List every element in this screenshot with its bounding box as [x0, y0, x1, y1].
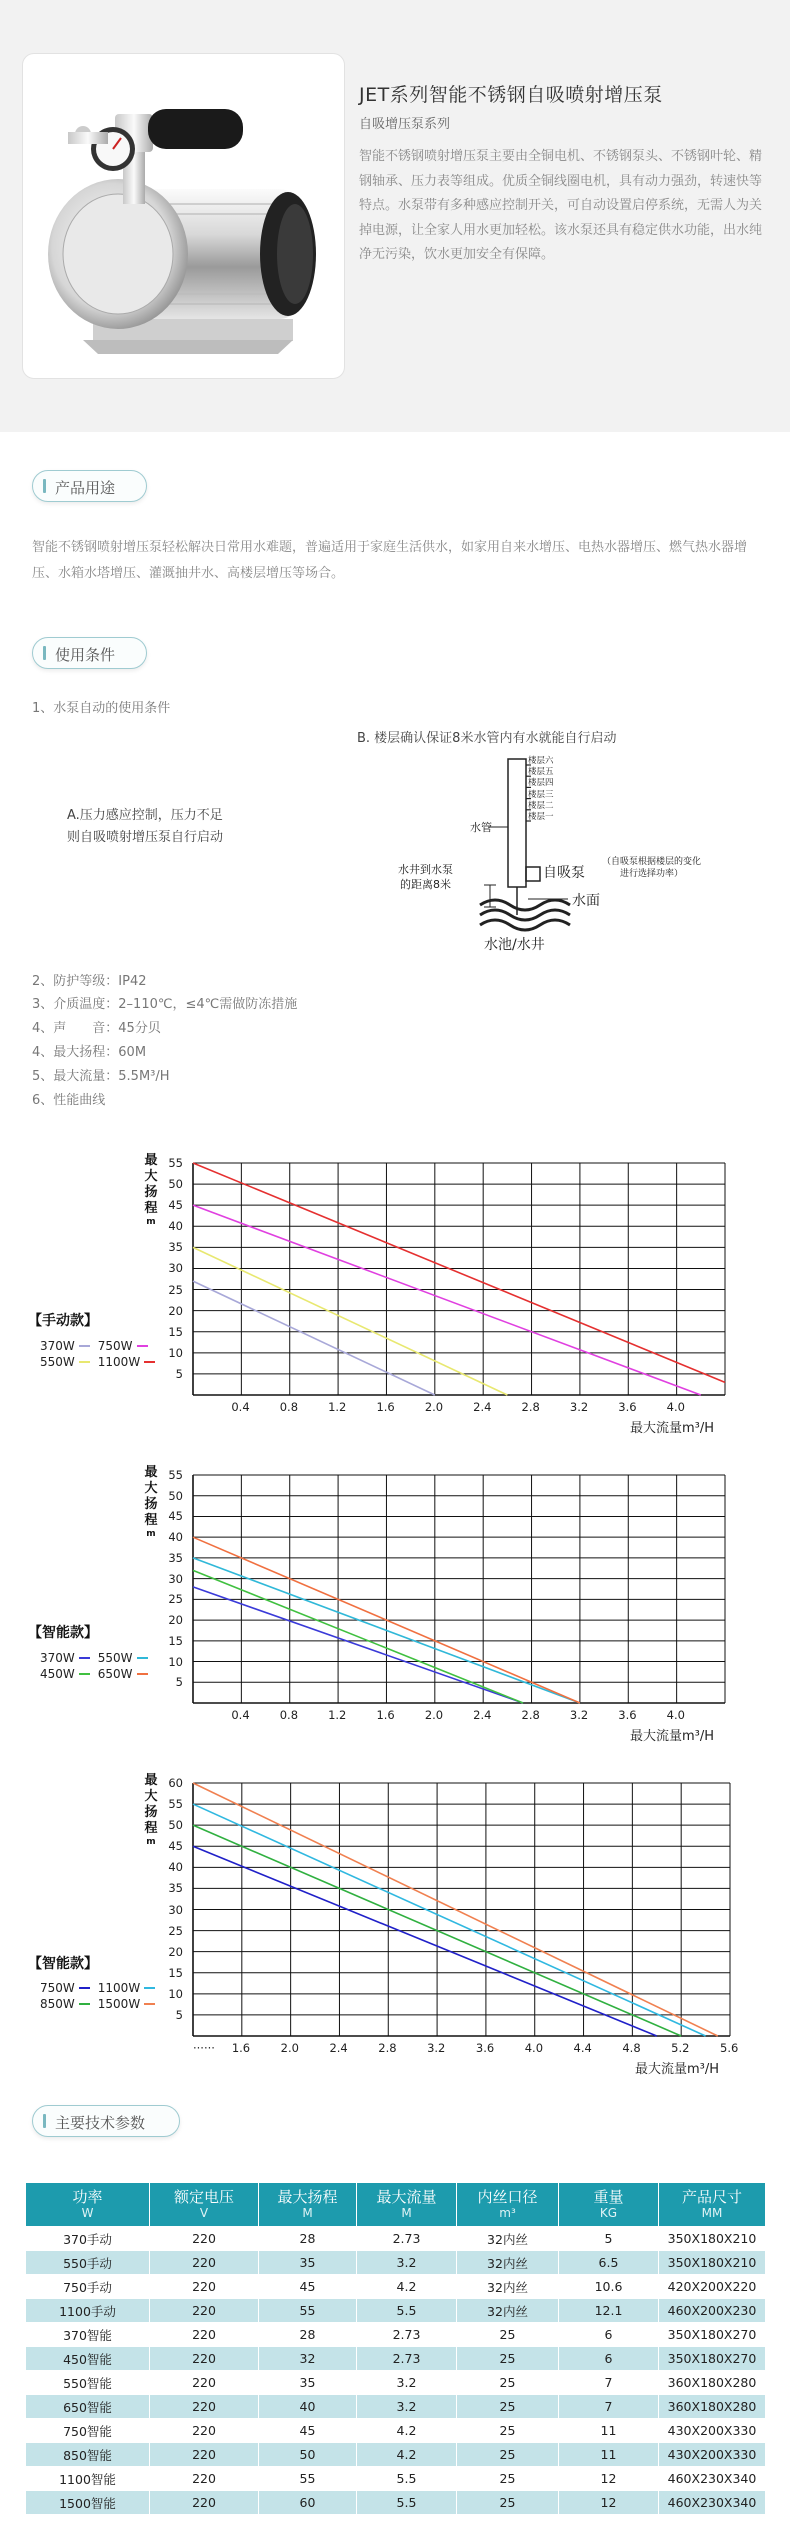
series-line-1100W — [193, 1804, 706, 2036]
condition-b-label: B. 楼层确认保证8米水管内有水就能自行启动 — [357, 731, 617, 746]
pool-label: 水池/水井 — [484, 937, 545, 953]
spec-cell: 650智能 — [26, 2395, 150, 2419]
usage-text: 智能不锈钢喷射增压泵轻松解决日常用水难题，普遍适用于家庭生活供水，如家用自来水增压、电热水器增压、燃气热水器增压、水箱水塔增压、灌溉抽井水、高楼层增压等场合。 — [32, 540, 748, 581]
y-tick-label: 55 — [168, 1156, 183, 1170]
spec-cell: 1100智能 — [26, 2467, 150, 2491]
spec-header-label: 产品尺寸 — [681, 2188, 742, 2206]
x-axis-title: 最大流量m³/H — [635, 2062, 720, 2077]
condition-item-2: 2、防护等级：IP42 — [32, 974, 147, 989]
x-tick-label: 4.4 — [573, 2041, 592, 2055]
spec-cell: 25 — [457, 2491, 559, 2515]
spec-cell: 360X180X280 — [659, 2371, 766, 2395]
legend-swatch — [144, 1987, 155, 1989]
distance-label: 水井到水泵 的距离8米 — [398, 863, 453, 891]
floor-label: 楼层二 — [528, 800, 554, 811]
spec-heading-pill — [32, 2105, 180, 2137]
x-tick-label: 0.8 — [279, 1708, 299, 1722]
spec-row — [26, 2443, 766, 2467]
spec-cell: 420X200X220 — [659, 2275, 766, 2299]
spec-cell: 220 — [150, 2251, 259, 2275]
spec-cell: 3.2 — [357, 2395, 457, 2419]
x-tick-label: 1.2 — [328, 1708, 347, 1722]
spec-cell: 2.73 — [357, 2347, 457, 2371]
y-tick-label: 55 — [168, 1797, 183, 1812]
spec-cell: 32内丝 — [457, 2227, 559, 2251]
x-tick-label: 1.2 — [328, 1400, 347, 1414]
x-tick-label: 1.6 — [231, 2041, 251, 2055]
spec-header-unit: V — [199, 2206, 209, 2220]
spec-cell: 460X200X230 — [659, 2299, 766, 2323]
spec-row — [26, 2371, 766, 2395]
spec-header-row — [26, 2183, 766, 2227]
product-subtitle: 自吸增压泵系列 — [359, 117, 451, 132]
floor-label: 楼层四 — [528, 778, 554, 789]
heading-marker — [43, 2114, 46, 2128]
y-tick-label: 60 — [168, 1776, 183, 1790]
spec-header-unit: m³ — [499, 2206, 516, 2220]
x-axis-title: 最大流量m³/H — [630, 1421, 715, 1436]
x-tick-label: 3.6 — [618, 1708, 637, 1722]
spec-cell: 28 — [259, 2227, 357, 2251]
condition-a-label: A.压力感应控制，压力不足 则自吸喷射增压泵自行启动 — [67, 808, 224, 845]
x-tick-label: 0.4 — [231, 1708, 250, 1722]
legend-label: 850W — [40, 1997, 75, 2011]
spec-cell: 55 — [259, 2467, 357, 2491]
spec-cell: 5.5 — [357, 2299, 457, 2323]
y-tick-label: 5 — [175, 1675, 183, 1690]
spec-cell: 220 — [150, 2227, 259, 2251]
spec-row — [26, 2491, 766, 2515]
spec-cell: 7 — [559, 2371, 659, 2395]
spec-cell: 25 — [457, 2467, 559, 2491]
legend-label: 750W — [97, 1339, 133, 1353]
spec-header-label: 重量 — [593, 2188, 624, 2206]
spec-cell: 220 — [150, 2419, 259, 2443]
spec-row — [26, 2419, 766, 2443]
spec-cell: 50 — [259, 2443, 357, 2467]
y-tick-label: 10 — [168, 1345, 183, 1360]
spec-cell: 55 — [259, 2299, 357, 2323]
x-tick-label: 3.6 — [475, 2041, 495, 2055]
y-axis-title: 最 大 扬 程 m — [144, 1773, 158, 1847]
spec-row — [26, 2299, 766, 2323]
spec-cell: 5.5 — [357, 2467, 457, 2491]
legend-title: 【智能款】 — [28, 1625, 98, 1641]
spec-cell: 220 — [150, 2323, 259, 2347]
y-axis-unit: m — [146, 1529, 156, 1539]
floor-label: 楼层五 — [528, 767, 554, 778]
usage-heading: 产品用途 — [55, 479, 116, 497]
x-tick-label: 4.0 — [524, 2041, 544, 2055]
spec-cell: 460X230X340 — [659, 2467, 766, 2491]
spec-cell: 7 — [559, 2395, 659, 2419]
y-tick-label: 50 — [168, 1818, 183, 1833]
x-tick-label: 2.8 — [521, 1708, 540, 1722]
spec-cell: 11 — [559, 2419, 659, 2443]
x-tick-label: 3.2 — [569, 1708, 589, 1722]
y-tick-label: 5 — [175, 1366, 183, 1381]
spec-cell: 360X180X280 — [659, 2395, 766, 2419]
pump-note: （自吸泵根据楼层的变化 进行选择功率） — [602, 857, 702, 879]
x-tick-label: 2.8 — [378, 2041, 397, 2055]
spec-row — [26, 2227, 766, 2251]
y-tick-label: 10 — [168, 1654, 183, 1669]
y-tick-label: 20 — [168, 1303, 183, 1318]
x-tick-label: 5.2 — [671, 2041, 690, 2055]
y-tick-label: 5 — [175, 2007, 183, 2022]
spec-cell: 32内丝 — [457, 2275, 559, 2299]
floor-label: 楼层六 — [528, 756, 554, 766]
spec-cell: 12 — [559, 2467, 659, 2491]
x-tick-label: 2.4 — [473, 1400, 492, 1414]
x-tick-ellipsis: ······ — [193, 2041, 215, 2055]
spec-cell: 350X180X270 — [659, 2323, 766, 2347]
spec-header-unit: MM — [701, 2206, 723, 2220]
y-tick-label: 55 — [168, 1468, 183, 1482]
spec-cell: 28 — [259, 2323, 357, 2347]
y-tick-label: 20 — [168, 1944, 183, 1959]
spec-row — [26, 2275, 766, 2299]
legend-label: 450W — [40, 1667, 75, 1681]
spec-header-label: 最大流量 — [376, 2188, 437, 2206]
legend-label: 370W — [40, 1339, 75, 1353]
surface-label: 水面 — [572, 893, 600, 909]
condition-item-5: 4、最大扬程：60M — [32, 1045, 147, 1060]
spec-row — [26, 2467, 766, 2491]
spec-cell: 450智能 — [26, 2347, 150, 2371]
x-tick-label: 3.6 — [618, 1400, 637, 1414]
y-tick-label: 50 — [168, 1488, 183, 1503]
spec-cell: 6 — [559, 2323, 659, 2347]
spec-cell: 25 — [457, 2443, 559, 2467]
spec-header-cell — [659, 2183, 766, 2227]
spec-header-cell — [559, 2183, 659, 2227]
spec-cell: 10.6 — [559, 2275, 659, 2299]
spec-header-label: 最大扬程 — [277, 2188, 338, 2206]
legend-label: 1100W — [97, 1981, 141, 1995]
legend-label: 550W — [97, 1651, 133, 1665]
y-tick-label: 25 — [168, 1282, 183, 1297]
spec-cell: 12.1 — [559, 2299, 659, 2323]
spec-cell: 220 — [150, 2395, 259, 2419]
spec-cell: 220 — [150, 2467, 259, 2491]
y-axis-title: 最 大 扬 程 m — [144, 1465, 158, 1539]
spec-cell: 1100手动 — [26, 2299, 150, 2323]
x-axis-title: 最大流量m³/H — [630, 1729, 715, 1744]
spec-row — [26, 2395, 766, 2419]
x-tick-label: 0.4 — [231, 1400, 250, 1414]
legend-title: 【智能款】 — [28, 1956, 98, 1972]
spec-cell: 550手动 — [26, 2251, 150, 2275]
spec-cell: 850智能 — [26, 2443, 150, 2467]
spec-cell: 25 — [457, 2395, 559, 2419]
y-tick-label: 35 — [168, 1881, 183, 1896]
legend-label: 1500W — [97, 1997, 141, 2011]
spec-cell: 2.73 — [357, 2323, 457, 2347]
x-tick-label: 2.4 — [329, 2041, 348, 2055]
spec-cell: 220 — [150, 2443, 259, 2467]
spec-row — [26, 2323, 766, 2347]
spec-cell: 350X180X210 — [659, 2227, 766, 2251]
x-tick-label: 0.8 — [279, 1400, 299, 1414]
x-tick-label: 2.0 — [424, 1708, 444, 1722]
x-tick-label: 5.6 — [720, 2041, 739, 2055]
y-tick-label: 30 — [168, 1902, 183, 1917]
x-tick-label: 2.0 — [424, 1400, 444, 1414]
spec-cell: 45 — [259, 2419, 357, 2443]
spec-header-unit: W — [81, 2206, 94, 2220]
spec-cell: 11 — [559, 2443, 659, 2467]
spec-cell: 6.5 — [559, 2251, 659, 2275]
spec-cell: 750手动 — [26, 2275, 150, 2299]
spec-cell: 350X180X210 — [659, 2251, 766, 2275]
spec-cell: 60 — [259, 2491, 357, 2515]
floor-label: 楼层一 — [528, 812, 554, 823]
legend-label: 370W — [40, 1651, 75, 1665]
x-tick-label: 4.0 — [666, 1400, 685, 1414]
product-description: 智能不锈钢喷射增压泵主要由全铜电机、不锈钢泵头、不锈钢叶轮、精钢轴承、压力表等组成。优质全铜线圈电机，具有动力强劲，转速快等特点。水泵带有多种感应控制开关，可自动设置启停系统，无需人为关掉电源，让全家人用水更加轻松。该水泵还具有稳定供水功能，出水纯净无污染，饮水更加安全有保障。 — [359, 149, 763, 262]
spec-cell: 220 — [150, 2371, 259, 2395]
spec-cell: 3.2 — [357, 2251, 457, 2275]
y-tick-label: 25 — [168, 1592, 183, 1607]
spec-cell: 220 — [150, 2347, 259, 2371]
y-axis-title: 最 大 扬 程 m — [144, 1153, 158, 1227]
spec-cell: 550智能 — [26, 2371, 150, 2395]
legend-label: 650W — [97, 1667, 133, 1681]
spec-header-label: 功率 — [72, 2188, 103, 2206]
legend-swatch — [79, 2003, 90, 2005]
product-title: JET系列智能不锈钢自吸喷射增压泵 — [359, 84, 663, 106]
spec-cell: 25 — [457, 2347, 559, 2371]
spec-cell: 1500智能 — [26, 2491, 150, 2515]
spec-cell: 2.73 — [357, 2227, 457, 2251]
spec-cell: 460X230X340 — [659, 2491, 766, 2515]
condition-item-3: 3、介质温度：2–110℃，≤4℃需做防冻措施 — [32, 997, 298, 1012]
legend-label: 1100W — [97, 1355, 141, 1369]
condition-item-1: 1、水泵自动的使用条件 — [32, 701, 171, 716]
y-tick-label: 30 — [168, 1571, 183, 1586]
y-tick-label: 30 — [168, 1261, 183, 1276]
series-line-750W — [193, 1846, 657, 2036]
spec-cell: 750智能 — [26, 2419, 150, 2443]
spec-cell: 6 — [559, 2347, 659, 2371]
spec-cell: 220 — [150, 2491, 259, 2515]
spec-cell: 35 — [259, 2371, 357, 2395]
spec-row — [26, 2251, 766, 2275]
spec-cell: 25 — [457, 2419, 559, 2443]
spec-cell: 12 — [559, 2491, 659, 2515]
spec-cell: 370智能 — [26, 2323, 150, 2347]
spec-cell: 45 — [259, 2275, 357, 2299]
y-tick-label: 15 — [168, 1324, 183, 1339]
floor-label: 楼层三 — [528, 789, 554, 800]
y-tick-label: 15 — [168, 1965, 183, 1980]
y-tick-label: 40 — [168, 1530, 183, 1545]
spec-cell: 40 — [259, 2395, 357, 2419]
spec-header-cell — [259, 2183, 357, 2227]
legend-swatch — [79, 1987, 90, 1989]
y-tick-label: 40 — [168, 1219, 183, 1234]
x-tick-label: 1.6 — [376, 1708, 395, 1722]
spec-cell: 430X200X330 — [659, 2443, 766, 2467]
spec-heading: 主要技术参数 — [55, 2114, 146, 2132]
spec-cell: 4.2 — [357, 2443, 457, 2467]
legend-label: 550W — [40, 1355, 75, 1369]
spec-cell: 32内丝 — [457, 2251, 559, 2275]
legend-label: 750W — [40, 1981, 75, 1995]
spec-header-cell — [26, 2183, 150, 2227]
spec-cell: 5.5 — [357, 2491, 457, 2515]
condition-item-7: 6、性能曲线 — [32, 1093, 106, 1108]
spec-cell: 220 — [150, 2299, 259, 2323]
x-tick-label: 2.0 — [280, 2041, 299, 2055]
spec-cell: 220 — [150, 2275, 259, 2299]
spec-header-unit: M — [401, 2206, 412, 2220]
spec-cell: 350X180X270 — [659, 2347, 766, 2371]
x-tick-label: 4.8 — [622, 2041, 641, 2055]
condition-item-4: 4、声 音：45分贝 — [32, 1021, 161, 1036]
spec-header-cell — [457, 2183, 559, 2227]
x-tick-label: 2.8 — [521, 1400, 540, 1414]
spec-header-cell — [357, 2183, 457, 2227]
y-tick-label: 40 — [168, 1860, 183, 1875]
legend-row — [40, 1981, 159, 1995]
spec-cell: 35 — [259, 2251, 357, 2275]
x-tick-label: 2.4 — [473, 1708, 492, 1722]
y-tick-label: 35 — [168, 1240, 183, 1255]
spec-row — [26, 2347, 766, 2371]
condition-item-6: 5、最大流量：5.5M³/H — [32, 1069, 170, 1084]
spec-cell: 430X200X330 — [659, 2419, 766, 2443]
spec-cell: 4.2 — [357, 2419, 457, 2443]
spec-cell: 25 — [457, 2323, 559, 2347]
y-tick-label: 45 — [168, 1839, 183, 1854]
legend-title: 【手动款】 — [28, 1313, 98, 1329]
y-tick-label: 35 — [168, 1550, 183, 1565]
spec-cell: 3.2 — [357, 2371, 457, 2395]
legend-row — [40, 1997, 159, 2011]
y-tick-label: 10 — [168, 1986, 183, 2001]
spec-cell: 32内丝 — [457, 2299, 559, 2323]
y-tick-label: 25 — [168, 1923, 183, 1938]
spec-cell: 5 — [559, 2227, 659, 2251]
spec-header-label: 额定电压 — [173, 2188, 234, 2206]
y-axis-unit: m — [146, 1837, 156, 1847]
spec-cell: 32 — [259, 2347, 357, 2371]
pipe-label: 水管 — [470, 821, 492, 834]
pump-label: 自吸泵 — [543, 865, 585, 881]
spec-table — [25, 2182, 766, 2515]
x-tick-label: 3.2 — [569, 1400, 589, 1414]
y-axis-unit: m — [146, 1217, 156, 1227]
spec-header-unit: KG — [599, 2206, 618, 2220]
y-tick-label: 50 — [168, 1177, 183, 1192]
spec-cell: 4.2 — [357, 2275, 457, 2299]
x-tick-label: 1.6 — [376, 1400, 395, 1414]
conditions-heading: 使用条件 — [55, 646, 116, 664]
y-tick-label: 45 — [168, 1509, 183, 1524]
spec-header-unit: M — [302, 2206, 313, 2220]
legend-swatch — [144, 2003, 155, 2005]
x-tick-label: 4.0 — [666, 1708, 685, 1722]
spec-cell: 370手动 — [26, 2227, 150, 2251]
spec-header-label: 内丝口径 — [477, 2188, 538, 2206]
spec-cell: 25 — [457, 2371, 559, 2395]
y-tick-label: 15 — [168, 1633, 183, 1648]
x-tick-label: 3.2 — [427, 2041, 446, 2055]
y-tick-label: 20 — [168, 1613, 183, 1628]
spec-header-cell — [150, 2183, 259, 2227]
y-tick-label: 45 — [168, 1198, 183, 1213]
